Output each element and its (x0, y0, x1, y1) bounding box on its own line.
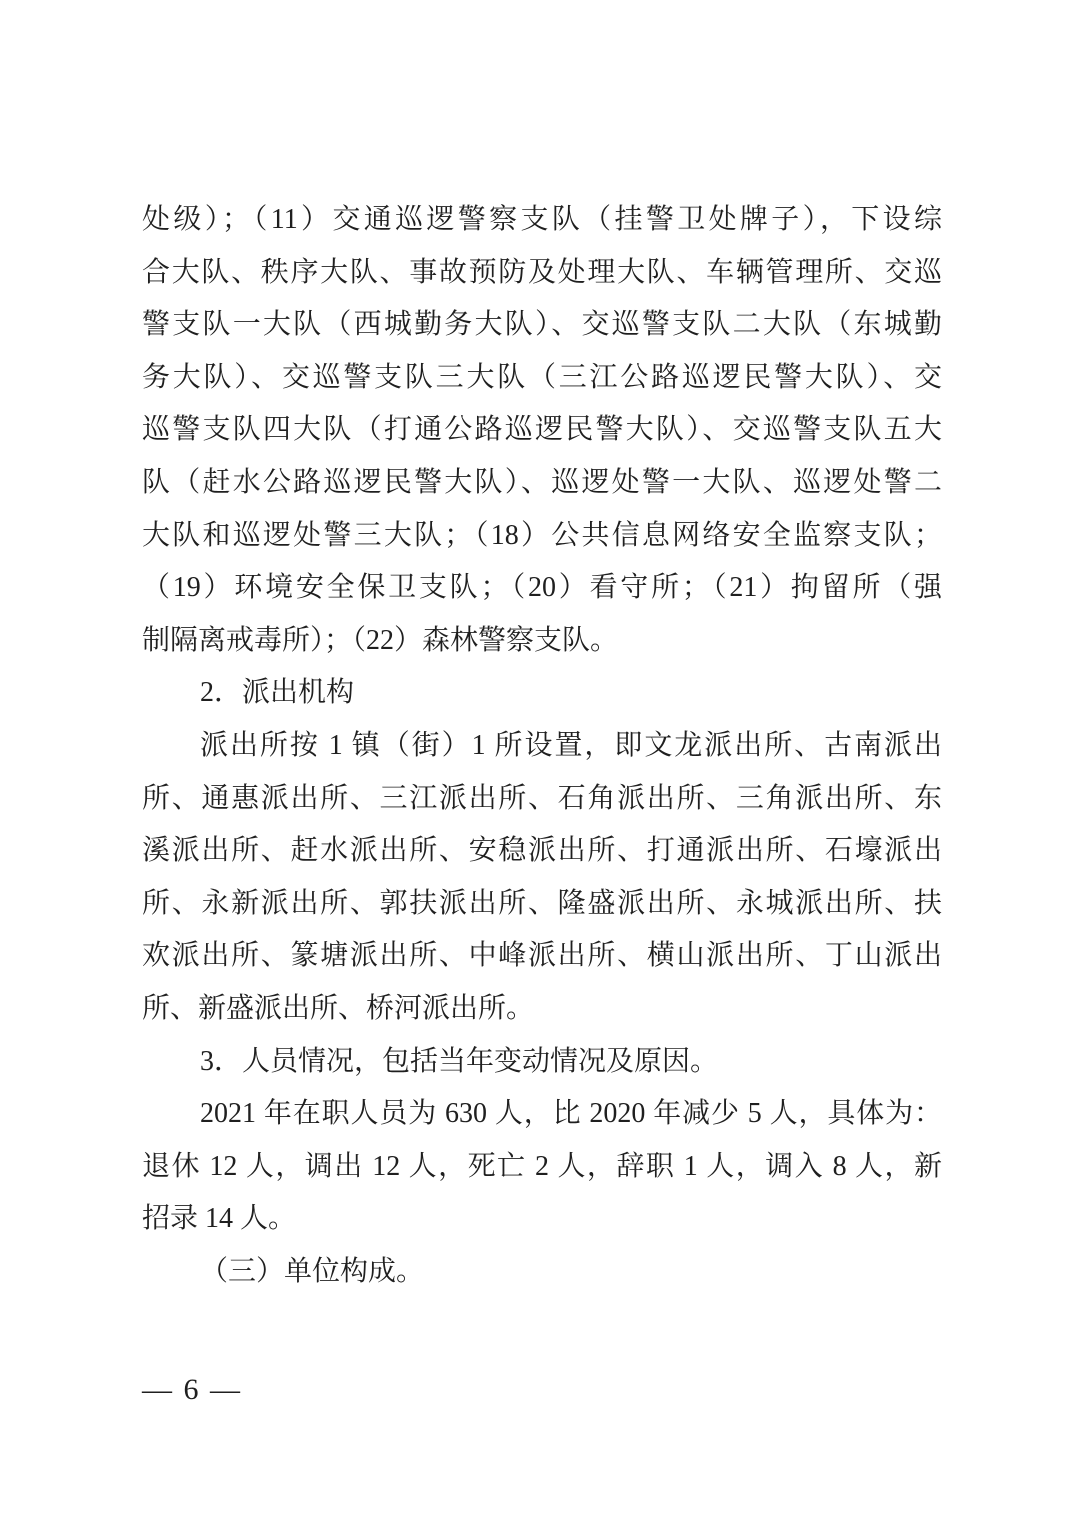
body-line: 务大队）、交巡警支队三大队（三江公路巡逻民警大队）、交 (142, 361, 942, 393)
body-line: 所、新盛派出所、桥河派出所。 (142, 992, 535, 1024)
document-body (142, 194, 942, 1298)
section-heading-dispatched-orgs: 2．派出机构 (200, 677, 355, 709)
body-line: 欢派出所、篆塘派出所、中峰派出所、横山派出所、丁山派出 (142, 940, 942, 972)
body-line: 制隔离戒毒所）；（22）森林警察支队。 (142, 624, 619, 656)
body-line: 队（赶水公路巡逻民警大队）、巡逻处警一大队、巡逻处警二 (142, 466, 942, 498)
body-line: 合大队、秩序大队、事故预防及处理大队、车辆管理所、交巡 (142, 256, 942, 288)
body-line: 处级）；（11）交通巡逻警察支队（挂警卫处牌子），下设综 (142, 204, 942, 235)
page-footer (142, 1368, 242, 1412)
body-line: 招录 14 人。 (142, 1203, 297, 1235)
body-line: 警支队一大队（西城勤务大队）、交巡警支队二大队（东城勤 (142, 309, 942, 341)
body-line: 2021 年在职人员为 630 人，比 2020 年减少 5 人，具体为： (200, 1098, 942, 1130)
body-line: 溪派出所、赶水派出所、安稳派出所、打通派出所、石壕派出 (142, 835, 942, 867)
section-heading-personnel: 3．人员情况，包括当年变动情况及原因。 (200, 1045, 719, 1077)
body-line: 所、永新派出所、郭扶派出所、隆盛派出所、永城派出所、扶 (142, 887, 942, 919)
page-number: — 6 — (142, 1373, 242, 1406)
body-line: （19）环境安全保卫支队；（20）看守所；（21）拘留所（强 (142, 572, 942, 604)
body-line: 大队和巡逻处警三大队；（18）公共信息网络安全监察支队； (142, 519, 942, 551)
body-line: 所、通惠派出所、三江派出所、石角派出所、三角派出所、东 (142, 782, 942, 814)
body-line: 派出所按 1 镇（街）1 所设置，即文龙派出所、古南派出 (200, 729, 942, 761)
section-heading-unit-composition: （三）单位构成。 (200, 1255, 425, 1287)
body-line: 退休 12 人，调出 12 人，死亡 2 人，辞职 1 人，调入 8 人，新 (142, 1150, 942, 1182)
body-line: 巡警支队四大队（打通公路巡逻民警大队）、交巡警支队五大 (142, 414, 942, 446)
